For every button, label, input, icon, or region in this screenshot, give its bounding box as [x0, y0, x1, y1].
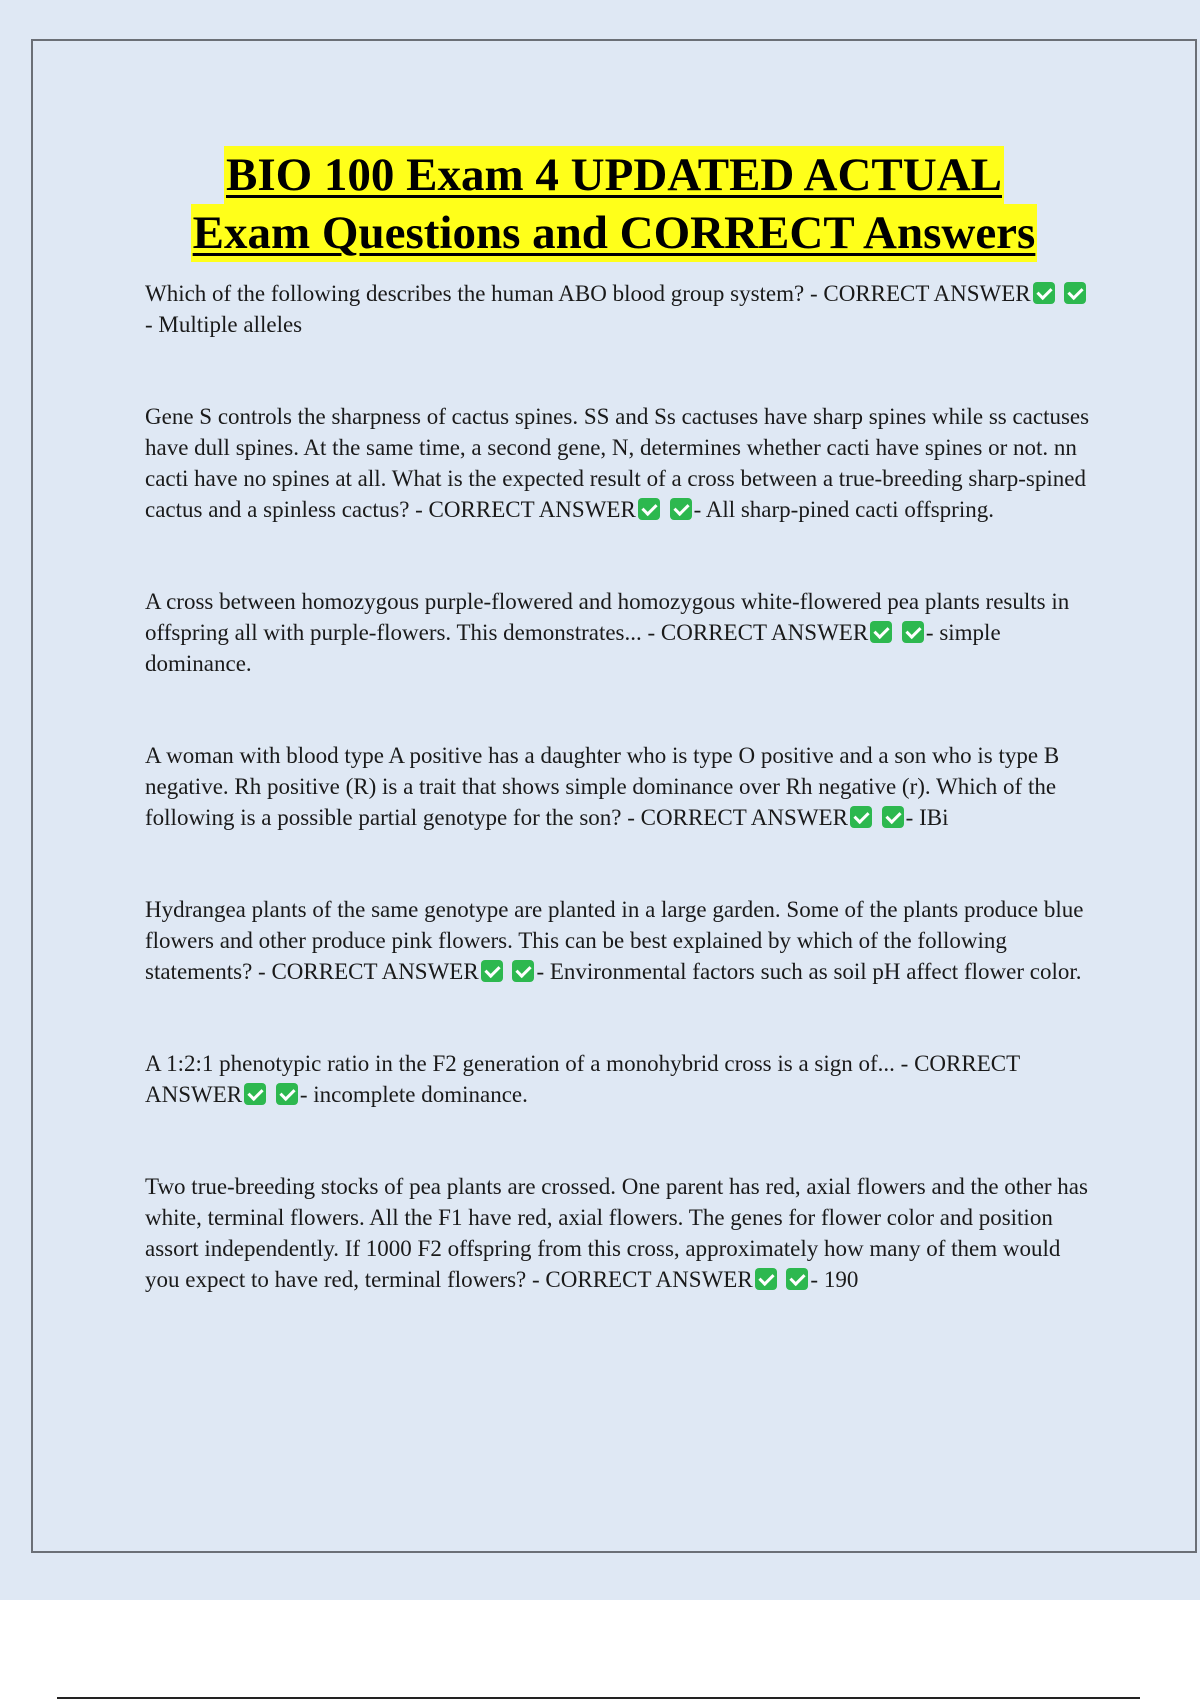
answer-text: - IBi	[905, 805, 949, 830]
question-text: A woman with blood type A positive has a daughter who is type O positive and a son who is type B negative. Rh positive (R) is a trait that shows simple dominance over Rh negative (r). Which of the following is a possible partial genotype for the son? - CORRECT ANSWER	[145, 743, 1060, 830]
check-box-icon	[870, 621, 892, 643]
qa-item-6	[145, 1048, 1090, 1110]
check-box-icon	[638, 498, 660, 520]
check-box-icon	[850, 806, 872, 828]
qa-item-2	[145, 401, 1090, 525]
qa-list	[145, 278, 1090, 1356]
check-box-icon	[1064, 282, 1086, 304]
answer-text: - Environmental factors such as soil pH affect flower color.	[536, 959, 1082, 984]
document-title	[31, 146, 1197, 262]
check-box-icon	[1033, 282, 1055, 304]
check-box-icon	[244, 1083, 266, 1105]
check-box-icon	[481, 960, 503, 982]
question-text: Gene S controls the sharpness of cactus spines. SS and Ss cactuses have sharp spines while ss cactuses have dull spines. At the same time, a second gene, N, determines whether cacti have spines or not. nn cacti have no spines at all. What is the expected result of a cross between a true-breeding sharp-spined cactus and a spinless cactus? - CORRECT ANSWER	[145, 404, 1090, 522]
answer-text: - incomplete dominance.	[299, 1082, 528, 1107]
question-text: Two true-breeding stocks of pea plants are crossed. One parent has red, axial flowers and the other has white, terminal flowers. All the F1 have red, axial flowers. The genes for flower color and position assort independently. If 1000 F2 offspring from this cross, approximately how many of them would you expect to have red, terminal flowers? - CORRECT ANSWER	[145, 1174, 1088, 1292]
check-box-icon	[882, 806, 904, 828]
check-box-icon	[755, 1268, 777, 1290]
question-text: Hydrangea plants of the same genotype are planted in a large garden. Some of the plants produce blue flowers and other produce pink flowers. This can be best explained by which of the following statements? - CORRECT ANSWER	[145, 897, 1084, 984]
answer-text: - Multiple alleles	[145, 312, 303, 337]
question-text: Which of the following describes the human ABO blood group system? - CORRECT ANSWER	[145, 281, 1031, 306]
check-box-icon	[670, 498, 692, 520]
answer-text: - All sharp-pined cacti offspring.	[693, 497, 994, 522]
qa-item-1	[145, 278, 1090, 340]
qa-item-5	[145, 894, 1090, 987]
bottom-divider	[57, 1697, 1140, 1699]
question-text: A cross between homozygous purple-flowered and homozygous white-flowered pea plants results in offspring all with purple-flowers. This demonstrates... - CORRECT ANSWER	[145, 589, 1070, 645]
title-line-1: BIO 100 Exam 4 UPDATED ACTUAL	[224, 146, 1004, 204]
check-box-icon	[786, 1268, 808, 1290]
check-box-icon	[276, 1083, 298, 1105]
check-box-icon	[512, 960, 534, 982]
qa-item-7	[145, 1171, 1090, 1295]
answer-text: - 190	[810, 1267, 859, 1292]
qa-item-4	[145, 740, 1090, 833]
title-line-2: Exam Questions and CORRECT Answers	[191, 204, 1038, 262]
question-text: A 1:2:1 phenotypic ratio in the F2 generation of a monohybrid cross is a sign of... - CORRECT ANSWER	[145, 1051, 1020, 1107]
answer-text: - simple dominance.	[145, 620, 1001, 676]
qa-item-3	[145, 586, 1090, 679]
check-box-icon	[902, 621, 924, 643]
